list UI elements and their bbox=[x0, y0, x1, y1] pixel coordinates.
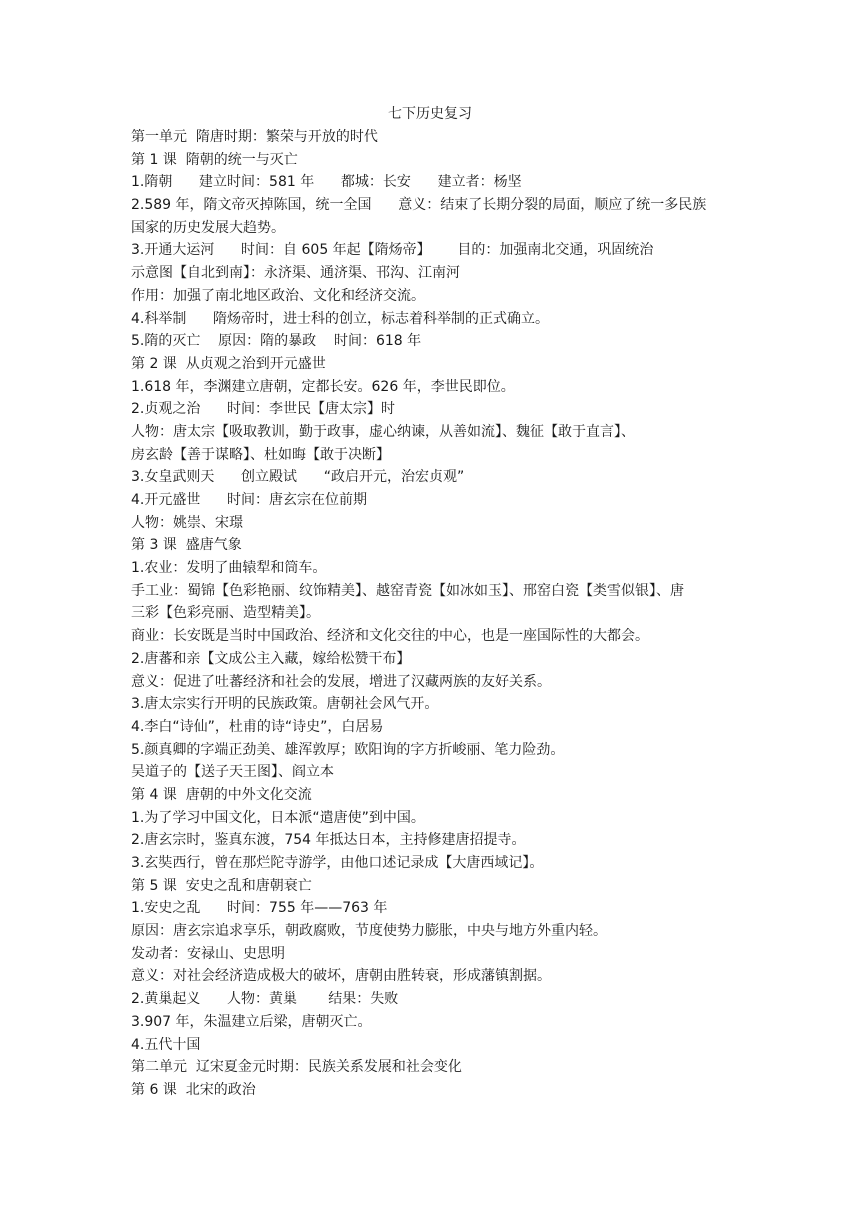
text-line: 3.玄奘西行，曾在那烂陀寺游学，由他口述记录成【大唐西域记】。 bbox=[131, 855, 544, 871]
text-line: 第 2 课 从贞观之治到开元盛世 bbox=[131, 355, 326, 372]
text-line: 2.唐蕃和亲【文成公主入藏，嫁给松赞干布】 bbox=[131, 650, 411, 667]
text-line: 第一单元 隋唐时期：繁荣与开放的时代 bbox=[131, 129, 378, 145]
text-line: 人物：姚崇、宋璟 bbox=[131, 514, 243, 531]
document-title: 七下历史复习 bbox=[388, 106, 472, 122]
text-line: 4.李白“诗仙”，杜甫的诗“诗史”，白居易 bbox=[131, 718, 384, 735]
text-line: 2.黄巢起义 人物：黄巢 结果：失败 bbox=[131, 991, 399, 1008]
text-line: 第 6 课 北宋的政治 bbox=[131, 1081, 256, 1098]
text-line: 第 1 课 隋朝的统一与灭亡 bbox=[131, 151, 298, 168]
text-line: 4.科举制 隋炀帝时，进士科的创立，标志着科举制的正式确立。 bbox=[131, 310, 550, 327]
text-line: 5.隋的灭亡 原因：隋的暴政 时间：618 年 bbox=[131, 333, 422, 350]
text-line: 2.589 年，隋文帝灭掉陈国，统一全国 意义：结束了长期分裂的局面，顺应了统一多民族 bbox=[131, 197, 707, 214]
text-line: 2.贞观之治 时间：李世民【唐太宗】时 bbox=[131, 401, 396, 418]
text-line: 发动者：安禄山、史思明 bbox=[131, 945, 285, 962]
text-line: 2.唐玄宗时，鉴真东渡，754 年抵达日本，主持修建唐招提寺。 bbox=[131, 832, 526, 849]
text-line: 意义：对社会经济造成极大的破坏，唐朝由胜转衰，形成藩镇割据。 bbox=[131, 968, 551, 985]
text-line: 4.五代十国 bbox=[131, 1036, 201, 1053]
text-line: 国家的历史发展大趋势。 bbox=[131, 219, 285, 236]
text-line: 手工业：蜀锦【色彩艳丽、纹饰精美】、越窑青瓷【如冰如玉】、邢窑白瓷【类雪似银】、唐 bbox=[131, 582, 684, 599]
text-line: 第 4 课 唐朝的中外文化交流 bbox=[131, 786, 312, 803]
document-body bbox=[131, 126, 731, 1102]
text-line: 4.开元盛世 时间：唐玄宗在位前期 bbox=[131, 492, 368, 508]
text-line: 商业：长安既是当时中国政治、经济和文化交往的中心，也是一座国际性的大都会。 bbox=[131, 628, 649, 645]
text-line: 意义：促进了吐蕃经济和社会的发展，增进了汉藏两族的友好关系。 bbox=[131, 673, 551, 690]
text-line: 原因：唐玄宗追求享乐，朝政腐败，节度使势力膨胀，中央与地方外重内轻。 bbox=[131, 923, 607, 940]
text-line: 第 5 课 安史之乱和唐朝衰亡 bbox=[131, 877, 312, 894]
text-line: 1.为了学习中国文化，日本派“遣唐使”到中国。 bbox=[131, 809, 425, 826]
text-line: 1.隋朝 建立时间：581 年 都城：长安 建立者：杨坚 bbox=[131, 174, 522, 191]
text-line: 3.开通大运河 时间：自 605 年起【隋炀帝】 目的：加强南北交通，巩固统治 bbox=[131, 242, 654, 259]
text-line: 1.618 年，李渊建立唐朝，定都长安。626 年，李世民即位。 bbox=[131, 378, 515, 395]
text-line: 5.颜真卿的字端正劲美、雄浑敦厚；欧阳询的字方折峻丽、笔力险劲。 bbox=[131, 741, 565, 758]
text-line: 3.907 年，朱温建立后梁，唐朝灭亡。 bbox=[131, 1013, 372, 1030]
text-line: 第 3 课 盛唐气象 bbox=[131, 537, 242, 554]
text-line: 3.女皇武则天 创立殿试 “政启开元，治宏贞观” bbox=[131, 469, 465, 486]
text-line: 人物：唐太宗【吸取教训，勤于政事，虚心纳谏，从善如流】、魏征【敢于直言】、 bbox=[131, 423, 635, 440]
text-line: 1.安史之乱 时间：755 年——763 年 bbox=[131, 900, 388, 917]
text-line: 第二单元 辽宋夏金元时期：民族关系发展和社会变化 bbox=[131, 1059, 462, 1076]
text-line: 示意图【自北到南】：永济渠、通济渠、邗沟、江南河 bbox=[131, 265, 460, 282]
text-line: 吴道子的【送子天王图】、阎立本 bbox=[131, 764, 334, 781]
text-line: 作用：加强了南北地区政治、文化和经济交流。 bbox=[131, 287, 425, 304]
text-line: 房玄龄【善于谋略】、杜如晦【敢于决断】 bbox=[131, 446, 390, 463]
text-line: 1.农业：发明了曲辕犁和筒车。 bbox=[131, 560, 327, 577]
text-line: 三彩【色彩亮丽、造型精美】。 bbox=[131, 605, 320, 622]
text-line: 3.唐太宗实行开明的民族政策。唐朝社会风气开。 bbox=[131, 696, 439, 713]
